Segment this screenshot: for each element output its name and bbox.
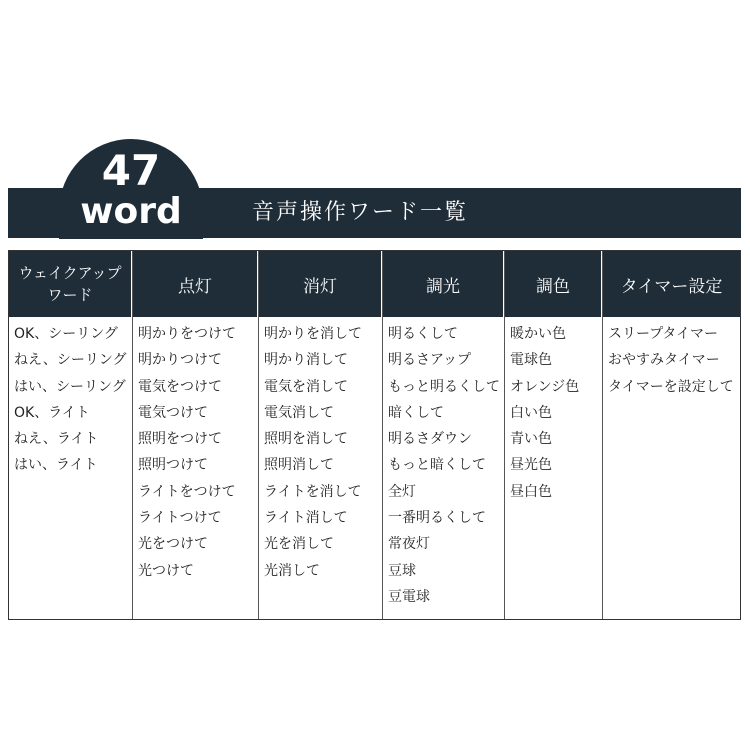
heading-line: ウェイクアップ bbox=[18, 264, 122, 282]
list-item: 光つけて bbox=[138, 562, 194, 579]
column-heading: 調光 bbox=[383, 251, 504, 317]
column-color bbox=[505, 251, 603, 619]
column-light-on bbox=[133, 251, 259, 619]
list-item: 暖かい色 bbox=[510, 326, 566, 342]
column-dimming bbox=[383, 251, 505, 619]
column-timer bbox=[603, 251, 740, 619]
list-item: 昼光色 bbox=[510, 457, 552, 474]
column-heading: 消灯 bbox=[259, 251, 382, 317]
list-item: 光をつけて bbox=[138, 536, 208, 553]
list-item: ねえ、シーリング bbox=[14, 352, 127, 369]
list-item: おやすみタイマー bbox=[608, 352, 720, 369]
list-item: 青い色 bbox=[510, 431, 552, 448]
heading-line: ワード bbox=[47, 286, 93, 304]
list-item: 光消して bbox=[264, 562, 320, 579]
list-item: 昼白色 bbox=[510, 483, 552, 500]
list-item: 照明消して bbox=[264, 457, 334, 474]
list-item: 明かりつけて bbox=[138, 352, 222, 369]
list-item: 全灯 bbox=[388, 483, 416, 500]
list-item: スリープタイマー bbox=[608, 326, 719, 342]
list-item: 照明をつけて bbox=[138, 431, 222, 448]
list-item: 照明つけて bbox=[138, 457, 208, 474]
list-item: 電気をつけて bbox=[138, 378, 222, 395]
list-item: OK、ライト bbox=[14, 404, 90, 421]
column-heading bbox=[9, 251, 132, 317]
list-item: 明るくして bbox=[388, 326, 458, 342]
list-item: 照明を消して bbox=[264, 431, 348, 448]
word-count-unit: word bbox=[80, 191, 182, 232]
list-item: オレンジ色 bbox=[510, 378, 580, 395]
list-item: 明かり消して bbox=[264, 352, 348, 369]
list-item: OK、シーリング bbox=[14, 326, 118, 342]
list-item: 明かりをつけて bbox=[138, 326, 236, 342]
list-item: もっと暗くして bbox=[388, 457, 486, 474]
list-item: 明かりを消して bbox=[264, 326, 362, 342]
list-item: 光を消して bbox=[264, 536, 334, 553]
list-item: 豆電球 bbox=[388, 588, 430, 605]
list-item: ライト消して bbox=[264, 510, 348, 527]
column-heading: 調色 bbox=[505, 251, 602, 317]
list-item: 電気を消して bbox=[264, 378, 348, 395]
column-items bbox=[9, 317, 132, 479]
list-item: 常夜灯 bbox=[388, 536, 430, 553]
word-count-number: 47 bbox=[101, 146, 161, 195]
list-item: 暗くして bbox=[388, 404, 444, 421]
list-item: 白い色 bbox=[510, 404, 552, 421]
list-item: はい、ライト bbox=[14, 457, 98, 474]
list-item: ライトを消して bbox=[264, 483, 362, 500]
list-item: ねえ、ライト bbox=[14, 431, 99, 448]
column-heading: 点灯 bbox=[133, 251, 258, 317]
list-item: はい、シーリング bbox=[14, 378, 126, 395]
list-item: 豆球 bbox=[388, 562, 416, 579]
list-item: もっと明るくして bbox=[388, 378, 500, 395]
list-item: 電球色 bbox=[510, 352, 552, 369]
list-item: 一番明るくして bbox=[388, 510, 486, 527]
column-light-off bbox=[259, 251, 383, 619]
column-items bbox=[603, 317, 740, 400]
column-items bbox=[259, 317, 382, 584]
list-item: 電気つけて bbox=[138, 404, 208, 421]
list-item: タイマーを設定して bbox=[608, 378, 734, 395]
list-item: ライトつけて bbox=[138, 510, 222, 527]
voice-command-table bbox=[8, 250, 741, 620]
page-title: 音声操作ワード一覧 bbox=[252, 200, 469, 225]
list-item: 明るさアップ bbox=[388, 352, 472, 369]
column-wake-word bbox=[9, 251, 133, 619]
list-item: 明るさダウン bbox=[388, 431, 472, 448]
column-items bbox=[505, 317, 602, 505]
column-items bbox=[133, 317, 258, 584]
column-items bbox=[383, 317, 504, 610]
list-item: 電気消して bbox=[264, 404, 334, 421]
list-item: ライトをつけて bbox=[138, 483, 236, 500]
column-heading: タイマー設定 bbox=[603, 251, 740, 317]
